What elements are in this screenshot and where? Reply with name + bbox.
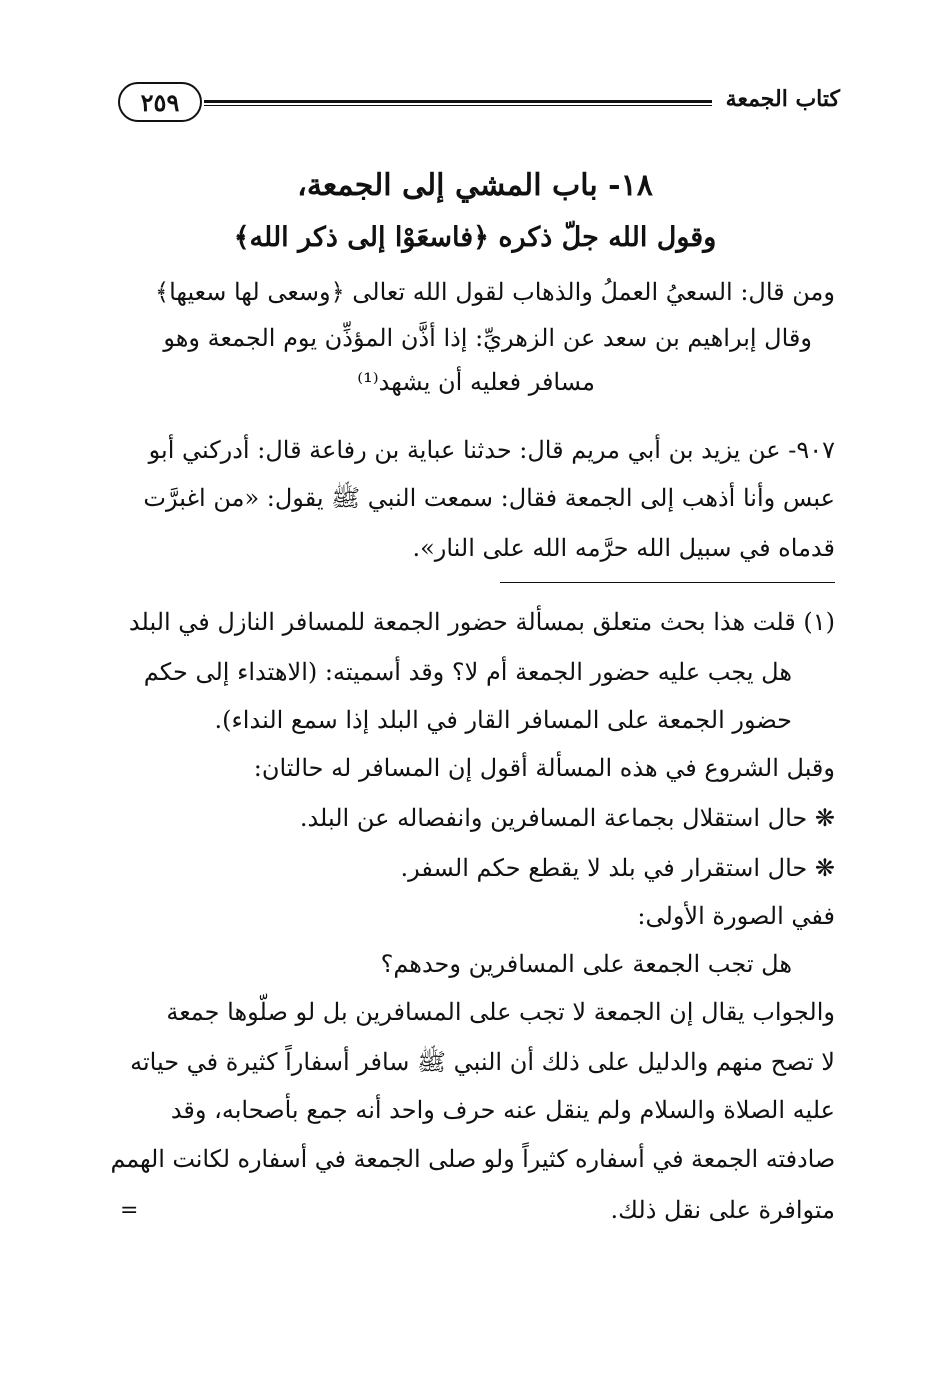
page-number: ٢٥٩ — [140, 87, 180, 117]
footnote-line: وقبل الشروع في هذه المسألة أقول إن المسافر له حالتان: — [253, 754, 835, 782]
chapter-title: ١٨- باب المشي إلى الجمعة، — [297, 168, 653, 203]
footnote-line: صادفته الجمعة في أسفاره كثيراً ولو صلى الجمعة في أسفاره لكانت الهمم — [110, 1145, 835, 1173]
chapter-subtitle: وقول الله جلّ ذكره ﴿فاسعَوْا إلى ذكر الله﴾ — [233, 222, 717, 253]
footnote-line: ففي الصورة الأولى: — [637, 902, 835, 930]
footnote-line: متوافرة على نقل ذلك. — [610, 1196, 835, 1224]
footnote-line: هل تجب الجمعة على المسافرين وحدهم؟ — [380, 950, 792, 978]
intro-line: وقال إبراهيم بن سعد عن الزهريِّ: إذا أذَّن المؤذِّن يوم الجمعة وهو — [163, 324, 812, 352]
page-number-badge — [118, 82, 202, 122]
footnote-line: والجواب يقال إن الجمعة لا تجب على المسافرين بل لو صلّوها جمعة — [166, 998, 835, 1026]
continuation-mark: = — [120, 1198, 139, 1223]
footnote-line: (١) قلت هذا بحث متعلق بمسألة حضور الجمعة للمسافر النازل في البلد — [128, 608, 835, 636]
footnote-line: حضور الجمعة على المسافر القار في البلد إذا سمع النداء). — [214, 706, 792, 734]
footnote-bullet: ❋ حال استقرار في بلد لا يقطع حكم السفر. — [400, 854, 835, 882]
hadith-line: ٩٠٧- عن يزيد بن أبي مريم قال: حدثنا عباية بن رفاعة قال: أدركني أبو — [148, 436, 835, 464]
intro-line: ومن قال: السعيُ العملُ والذهاب لقول الله تعالى ﴿وسعى لها سعيها﴾ — [155, 278, 835, 306]
hadith-line: عبس وأنا أذهب إلى الجمعة فقال: سمعت النبي ﷺ يقول: «من اغبرَّت — [143, 484, 835, 512]
page-header — [118, 82, 840, 130]
hadith-line: قدماه في سبيل الله حرَّمه الله على النار». — [412, 534, 835, 562]
footnote-line: عليه الصلاة والسلام ولم ينقل عنه حرف واحد أنه جمع بأصحابه، وقد — [170, 1096, 835, 1124]
book-title: كتاب الجمعة — [725, 86, 840, 112]
footnote-line: لا تصح منهم والدليل على ذلك أن النبي ﷺ سافر أسفاراً كثيرة في حياته — [130, 1048, 835, 1076]
footnote-line: هل يجب عليه حضور الجمعة أم لا؟ وقد أسميته: (الاهتداء إلى حكم — [143, 658, 792, 686]
footnote-bullet: ❋ حال استقلال بجماعة المسافرين وانفصاله عن البلد. — [299, 804, 835, 832]
header-rule — [204, 100, 712, 106]
footnote-separator — [500, 582, 835, 583]
intro-line: مسافر فعليه أن يشهد⁽¹⁾ — [357, 368, 595, 396]
